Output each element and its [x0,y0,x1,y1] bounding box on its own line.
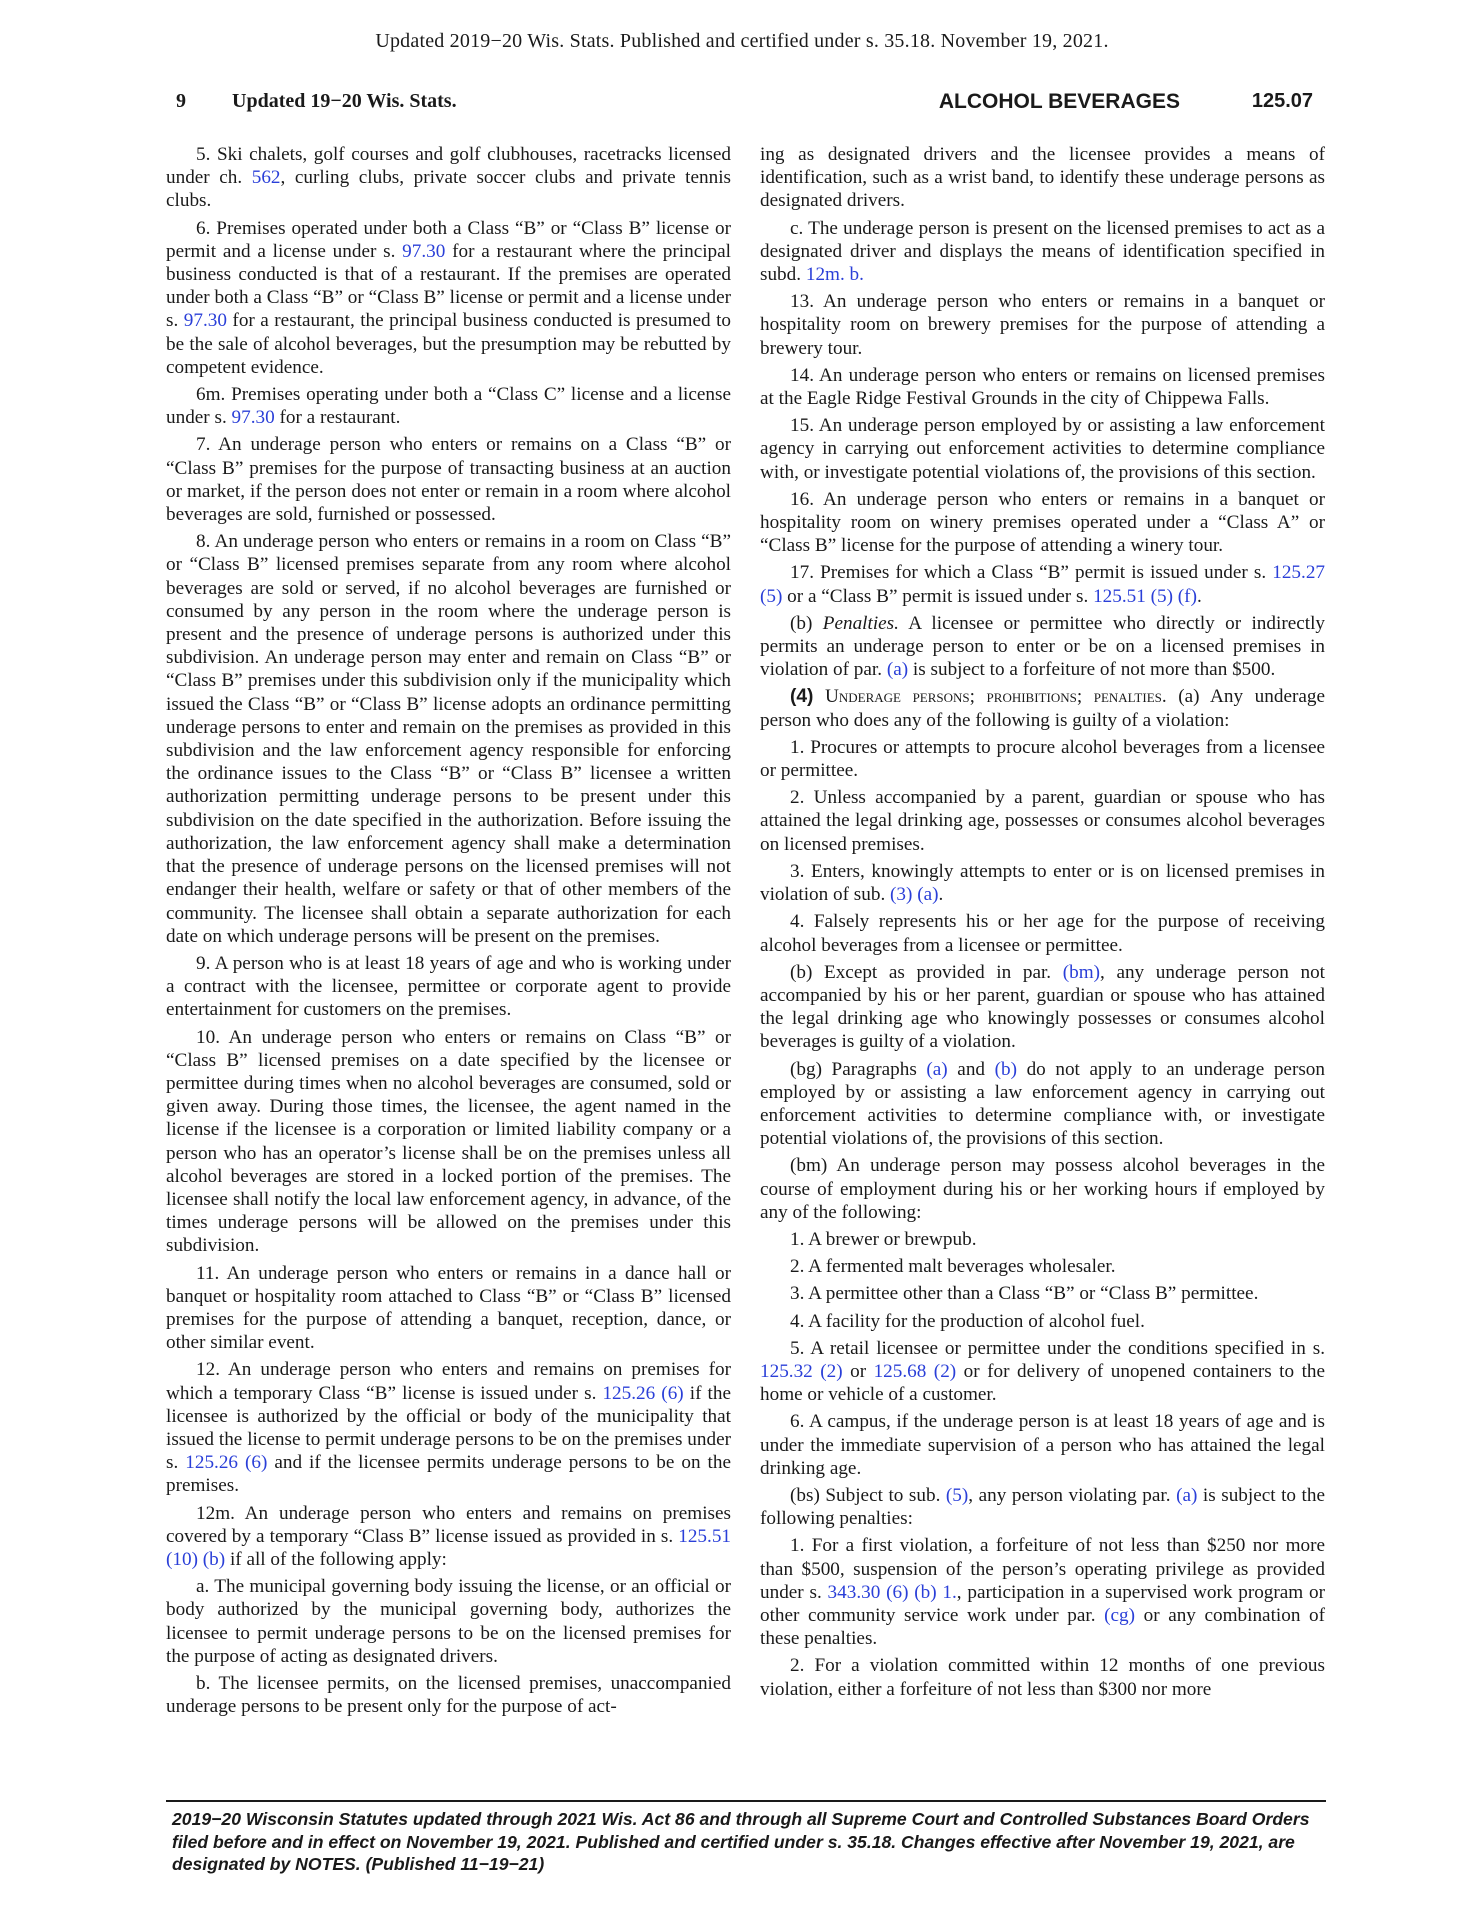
xref-link[interactable]: (5) [945,1484,969,1506]
top-banner: Updated 2019−20 Wis. Stats. Published and certified under s. 35.18. November 19, 2021. [375,30,1109,52]
paragraph-12m-a: a. The municipal governing body issuing the license, or an official or body authorized by the municipal governing body, authorizes the licensee to permit underage persons to be on the licensed premises for the purpose of acting as designated drivers. [166,1576,731,1667]
paragraph-penalties: (b) Penalties. A licensee or permittee who directly or indirectly permits an underage person to enter or be on a licensed premises in violation of par. (a) is subject to a forfeiture of not more than $500. [760,612,1325,681]
page-number: 9 [176,90,186,112]
xref-link[interactable]: 125.26 (6) [602,1382,684,1404]
xref-link[interactable]: 125.51 (5) (f) [1093,585,1197,607]
paragraph-4bg: (bg) Paragraphs (a) and (b) do not apply to an underage person employed by or assisting a law enforcement agency in carrying out enforcement activities to determine compliance with, or investigate potential violations of, the provisions of this section. [760,1058,1325,1150]
paragraph-4bs-2: 2. For a violation committed within 12 months of one previous violation, either a forfeiture of not less than $300 nor more [760,1655,1325,1700]
paragraph-4bs-1: 1. For a first violation, a forfeiture of not less than $250 nor more than $500, suspension of the person’s operating privilege as provided under s. 343.30 (6) (b) 1., participation in a supervised work program or other community service work under par. (cg) or any combination of these penalties. [760,1535,1326,1650]
chapter-title: ALCOHOL BEVERAGES [938,90,1180,113]
paragraph-10: 10. An underage person who enters or remains on Class “B” or “Class B” licensed premises on a date specified by the licensee or permittee during times when no alcohol beverages are consumed, sold or given away. During those times, the licensee, the agent named in the license if the licensee is a corporation or limited liability company or a person who has an operator’s license shall be on the premises unless all alcohol beverages are stored in a locked portion of the premises. The licensee shall notify the local law enforcement agency, in advance, of the times underage persons will be allowed on the premises under this subdivision. [166,1026,731,1257]
paragraph-17: 17. Premises for which a Class “B” permit is issued under s. 125.27 (5) or a “Class B” permit is issued under s. 125.51 (5) (f). [760,562,1325,607]
paragraph-4bm: (bm) An underage person may possess alcohol beverages in the course of employment during his or her working hours if employed by any of the following: [760,1155,1325,1223]
paragraph-5: 5. Ski chalets, golf courses and golf clubhouses, racetracks licensed under ch. 562, curling clubs, private soccer clubs and private tennis clubs. [166,144,731,212]
left-column [166,143,731,1722]
xref-link[interactable]: 562 [251,167,281,189]
xref-link[interactable]: 125.27 (5) [760,562,1325,607]
paragraph-4bm-1: 1. A brewer or brewpub. [790,1228,977,1250]
xref-link[interactable]: 97.30 [183,310,227,332]
paragraph-12m-b: b. The licensee permits, on the licensed premises, unaccompanied underage persons to be present only for the purpose of act- [166,1673,731,1718]
paragraph-14: 14. An underage person who enters or remains on licensed premises at the Eagle Ridge Festival Grounds in the city of Chippewa Falls. [760,364,1325,410]
paragraph-15: 15. An underage person employed by or assisting a law enforcement agency in carrying out enforcement activities to determine compliance with, or investigate potential violations of, the provisions of this section. [760,415,1325,483]
right-column [760,143,1325,1705]
xref-link[interactable]: 97.30 [231,407,275,429]
paragraph-4a-4: 4. Falsely represents his or her age for the purpose of receiving alcohol beverages from a licensee or permittee. [760,911,1325,956]
paragraph-4a-1: 1. Procures or attempts to procure alcohol beverages from a licensee or permittee. [760,736,1325,782]
xref-link[interactable]: 343.30 (6) (b) 1. [827,1581,957,1603]
paragraph-11: 11. An underage person who enters or remains in a dance hall or banquet or hospitality room attached to Class “B” or “Class B” licensed premises for the purpose of attending a banquet, reception, dance, or other similar event. [166,1262,731,1354]
paragraph-4bm-4: 4. A facility for the production of alcohol fuel. [790,1310,1145,1332]
paragraph-6m: 6m. Premises operating under both a “Class C” license and a license under s. 97.30 for a restaurant. [166,384,731,429]
paragraph-12m: 12m. An underage person who enters and remains on premises covered by a temporary “Class B” license issued as provided in s. 125.51 (10) (b) if all of the following apply: [166,1502,731,1570]
xref-link[interactable]: 125.68 (2) [873,1360,957,1382]
xref-link[interactable]: (bm) [1062,961,1101,983]
xref-link[interactable]: (a) [1176,1484,1198,1506]
paragraph-12m-c: c. The underage person is present on the licensed premises to act as a designated driver and displays the means of identification specified in subd. 12m. b. [760,217,1325,286]
paragraph-12: 12. An underage person who enters and remains on premises for which a temporary Class “B” license is issued under s. 125.26 (6) if the licensee is authorized by the official or body of the municipality that issued the license to permit underage persons to be on the premises under s. 125.26 (6) and if the licensee permits underage persons to be on the premises. [166,1359,731,1497]
xref-link[interactable]: (cg) [1104,1604,1136,1626]
paragraph-4a-3: 3. Enters, knowingly attempts to enter or is on licensed premises in violation of sub. (3) (a). [760,860,1325,906]
paragraph-4bm-3: 3. A permittee other than a Class “B” or “Class B” permittee. [790,1283,1259,1305]
xref-link[interactable]: 12m. b. [805,264,864,286]
xref-link[interactable]: 125.51 (10) (b) [166,1525,731,1570]
paragraph-4bs: (bs) Subject to sub. (5), any person violating par. (a) is subject to the following penalties: [760,1484,1326,1530]
page-header [176,90,1313,120]
xref-link[interactable]: 97.30 [402,240,446,262]
xref-link[interactable]: 125.26 (6) [185,1452,268,1474]
paragraph-7: 7. An underage person who enters or remains on a Class “B” or “Class B” premises for the purpose of transacting business at an auction or market, if the person does not enter or remain in a room where alcohol beverages are sold, furnished or possessed. [166,434,731,526]
xref-link[interactable]: (b) [994,1058,1017,1080]
paragraph-13: 13. An underage person who enters or remains in a banquet or hospitality room on brewery premises for the purpose of attending a brewery tour. [760,291,1325,359]
paragraph-8: 8. An underage person who enters or remains in a room on Class “B” or “Class B” licensed premises separate from any room where alcohol beverages are sold or served, if no alcohol beverages are furnished or consumed by any person in the room where the underage person is present and the presence of underage persons is authorized under this subdivision. An underage person may enter and remain on Class “B” or “Class B” premises under this subdivision only if the municipality which issued the Class “B” or “Class B” license adopts an ordinance permitting underage persons to enter and remain on the premises as provided in this subdivision and the law enforcement agency responsible for enforcing the ordinance issues to the Class “B” or “Class B” licensee a written authorization permitting underage persons to be present under this subdivision on the date specified in the authorization. Before issuing the authorization, the law enforcement agency shall make a determination that the presence of underage persons on the licensed premises will not endanger their health, welfare or safety or that of other members of the community. The licensee shall obtain a separate authorization for each date on which underage persons will be present on the premises. [166,531,731,947]
paragraph-4b: (b) Except as provided in par. (bm), any underage person not accompanied by his or her parent, guardian or spouse who has attained the legal drinking age who knowingly possesses or consumes alcohol beverages is guilty of a violation. [760,961,1325,1053]
header-title: Updated 19−20 Wis. Stats. [232,90,457,112]
xref-link[interactable]: (3) (a) [890,884,939,906]
xref-link[interactable]: (a) [926,1058,948,1080]
paragraph-4bm-5: 5. A retail licensee or permittee under the conditions specified in s. 125.32 (2) or 125.68 (2) or for delivery of unopened containers to the home or vehicle of a customer. [760,1337,1326,1406]
paragraph-9: 9. A person who is at least 18 years of age and who is working under a contract with the licensee, permittee or corporate agent to provide entertainment for customers on the premises. [166,952,731,1021]
paragraph-16: 16. An underage person who enters or remains in a banquet or hospitality room on winery premises operated under a “Class A” or “Class B” license for the purpose of attending a winery tour. [760,488,1325,557]
paragraph-4bm-2: 2. A fermented malt beverages wholesaler. [790,1256,1116,1278]
paragraph-6: 6. Premises operated under both a Class “B” or “Class B” license or permit and a license under s. 97.30 for a restaurant where the principal business conducted is that of a restaurant. If the premises are operated under both a Class “B” or “Class B” license or permit and a license under s. 97.30 for a restaurant, the principal business conducted is presumed to be the sale of alcohol beverages, but the presumption may be rebutted by competent evidence. [166,217,732,378]
paragraph-12m-b-cont: ing as designated drivers and the licensee provides a means of identification, such as a wrist band, to identify these underage persons as designated drivers. [760,144,1325,212]
paragraph-4a-2: 2. Unless accompanied by a parent, guardian or spouse who has attained the legal drinking age, possesses or consumes alcohol beverages on licensed premises. [760,787,1325,855]
footer-divider [166,1800,1326,1802]
section-number: 125.07 [1251,90,1313,112]
xref-link[interactable]: 125.32 (2) [760,1360,843,1382]
paragraph-4bm-6: 6. A campus, if the underage person is at least 18 years of age and is under the immediate supervision of a person who has attained the legal drinking age. [760,1411,1325,1479]
xref-link[interactable]: (a) [886,659,909,681]
subsection-4: (4) Underage persons; prohibitions; penalties. (a) Any underage person who does any of the following is guilty of a violation: [760,686,1325,731]
footer-note: 2019−20 Wisconsin Statutes updated through 2021 Wis. Act 86 and through all Supreme Court and Controlled Substances Board Orders filed before and in effect on November 19, 2021. Published and certified under s. 35.18. Changes effective after November 19, 2021, are designated by NOTES. (Published 11−19−21) [172,1809,1310,1874]
